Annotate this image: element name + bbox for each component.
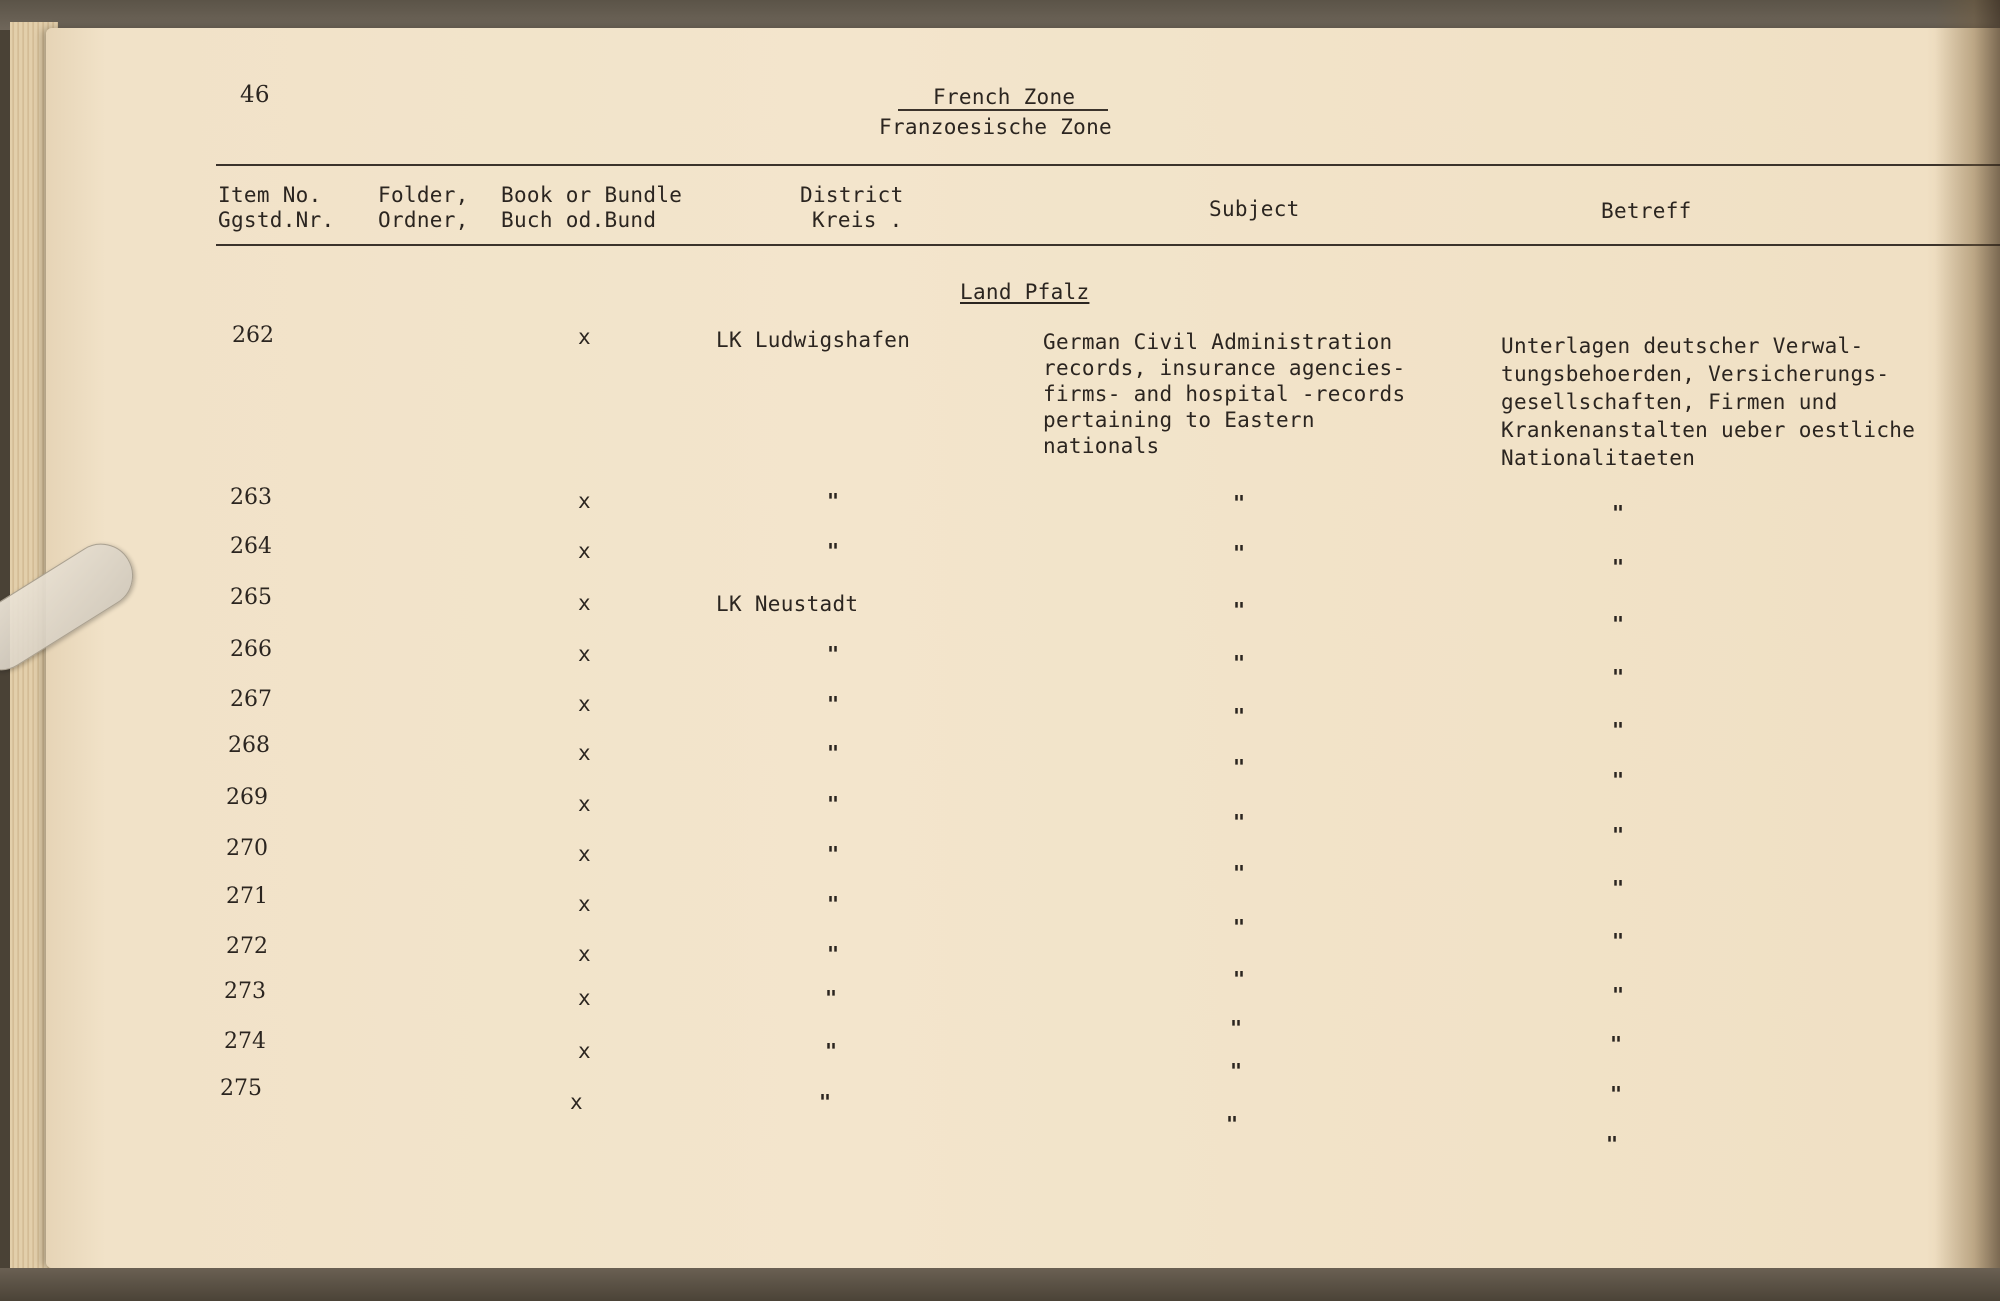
betreff-line: Unterlagen deutscher Verwal- xyxy=(1501,334,1864,358)
subject-ditto-mark: " xyxy=(1233,810,1246,834)
betreff-ditto-mark: " xyxy=(1612,718,1625,742)
subject-ditto-mark: " xyxy=(1233,755,1246,779)
district-ditto-mark: " xyxy=(819,1090,832,1114)
subject-ditto-mark: " xyxy=(1226,1112,1239,1136)
subject-ditto-mark: " xyxy=(1233,651,1246,675)
district-ditto-mark: " xyxy=(827,642,840,666)
subject-ditto-mark: " xyxy=(1233,861,1246,885)
item-number: 271 xyxy=(226,884,268,909)
col-header-district-en: District xyxy=(800,183,904,207)
betreff-ditto-mark: " xyxy=(1610,1032,1623,1056)
betreff-ditto-mark: " xyxy=(1612,555,1625,579)
subject-line: nationals xyxy=(1043,434,1160,458)
betreff-ditto-mark: " xyxy=(1612,983,1625,1007)
scan-background-top xyxy=(0,0,2000,30)
betreff-ditto-mark: " xyxy=(1612,612,1625,636)
book-bundle-mark: x xyxy=(578,892,591,916)
item-number: 273 xyxy=(224,979,266,1004)
betreff-line: Krankenanstalten ueber oestliche xyxy=(1501,418,1916,442)
book-bundle-mark: x xyxy=(578,642,591,666)
betreff-ditto-mark: " xyxy=(1612,665,1625,689)
book-bundle-mark: x xyxy=(578,986,591,1010)
page-number: 46 xyxy=(240,82,270,108)
subject-ditto-mark: " xyxy=(1230,1016,1243,1040)
zone-title-de: Franzoesische Zone xyxy=(879,115,1112,139)
item-number: 263 xyxy=(230,485,272,510)
district-ditto-mark: " xyxy=(827,842,840,866)
district-cell: LK Ludwigshafen xyxy=(716,328,911,352)
item-number: 272 xyxy=(226,934,268,959)
document-page xyxy=(46,28,2000,1268)
book-bundle-mark: x xyxy=(578,591,591,615)
district-cell: LK Neustadt xyxy=(716,592,859,616)
item-number: 268 xyxy=(228,733,270,758)
district-ditto-mark: " xyxy=(827,489,840,513)
scan-background-bottom xyxy=(0,1268,2000,1301)
subject-ditto-mark: " xyxy=(1233,915,1246,939)
item-number: 265 xyxy=(230,585,272,610)
district-ditto-mark: " xyxy=(827,741,840,765)
item-number: 267 xyxy=(230,687,272,712)
subject-line: firms- and hospital -records xyxy=(1043,382,1406,406)
district-ditto-mark: " xyxy=(825,986,838,1010)
subject-ditto-mark: " xyxy=(1233,967,1246,991)
district-ditto-mark: " xyxy=(825,1039,838,1063)
col-header-folder-de: Ordner, xyxy=(378,208,469,232)
item-number: 262 xyxy=(232,323,274,348)
book-bundle-mark: x xyxy=(578,539,591,563)
subject-line: pertaining to Eastern xyxy=(1043,408,1315,432)
district-ditto-mark: " xyxy=(827,539,840,563)
subject-ditto-mark: " xyxy=(1230,1059,1243,1083)
book-bundle-mark: x xyxy=(570,1090,583,1114)
col-header-folder-en: Folder, xyxy=(378,183,469,207)
book-bundle-mark: x xyxy=(578,842,591,866)
district-ditto-mark: " xyxy=(827,692,840,716)
col-header-subject: Subject xyxy=(1209,197,1300,221)
district-ditto-mark: " xyxy=(827,942,840,966)
betreff-ditto-mark: " xyxy=(1612,929,1625,953)
item-number: 269 xyxy=(226,785,268,810)
book-bundle-mark: x xyxy=(578,692,591,716)
col-header-betreff: Betreff xyxy=(1601,199,1692,223)
item-number: 270 xyxy=(226,836,268,861)
col-header-book-en: Book or Bundle xyxy=(501,183,683,207)
betreff-ditto-mark: " xyxy=(1612,823,1625,847)
betreff-ditto-mark: " xyxy=(1612,501,1625,525)
item-number: 266 xyxy=(230,637,272,662)
book-bundle-mark: x xyxy=(578,942,591,966)
header-rule-top xyxy=(216,164,2000,166)
col-header-item-de: Ggstd.Nr. xyxy=(218,208,335,232)
zone-title-en: French Zone xyxy=(933,85,1076,109)
subject-ditto-mark: " xyxy=(1233,598,1246,622)
binding-gutter-shadow xyxy=(1935,0,2000,1301)
betreff-ditto-mark: " xyxy=(1612,876,1625,900)
book-bundle-mark: x xyxy=(578,325,591,349)
col-header-book-de: Buch od.Bund xyxy=(501,208,657,232)
subject-line: records, insurance agencies- xyxy=(1043,356,1406,380)
book-bundle-mark: x xyxy=(578,741,591,765)
betreff-ditto-mark: " xyxy=(1610,1082,1623,1106)
subject-ditto-mark: " xyxy=(1233,491,1246,515)
header-rule-bottom xyxy=(216,244,2000,246)
item-number: 264 xyxy=(230,534,272,559)
col-header-item-en: Item No. xyxy=(218,183,322,207)
subject-ditto-mark: " xyxy=(1233,541,1246,565)
item-number: 274 xyxy=(224,1029,266,1054)
betreff-ditto-mark: " xyxy=(1606,1132,1619,1156)
betreff-line: tungsbehoerden, Versicherungs- xyxy=(1501,362,1890,386)
district-ditto-mark: " xyxy=(827,892,840,916)
section-heading: Land Pfalz xyxy=(960,280,1090,304)
district-ditto-mark: " xyxy=(827,792,840,816)
betreff-line: Nationalitaeten xyxy=(1501,446,1696,470)
book-bundle-mark: x xyxy=(578,1039,591,1063)
col-header-district-de: Kreis . xyxy=(812,208,903,232)
betreff-ditto-mark: " xyxy=(1612,768,1625,792)
subject-ditto-mark: " xyxy=(1233,704,1246,728)
book-bundle-mark: x xyxy=(578,792,591,816)
betreff-line: gesellschaften, Firmen und xyxy=(1501,390,1838,414)
book-bundle-mark: x xyxy=(578,489,591,513)
title-underline xyxy=(898,109,1108,111)
item-number: 275 xyxy=(220,1076,262,1101)
subject-line: German Civil Administration xyxy=(1043,330,1393,354)
